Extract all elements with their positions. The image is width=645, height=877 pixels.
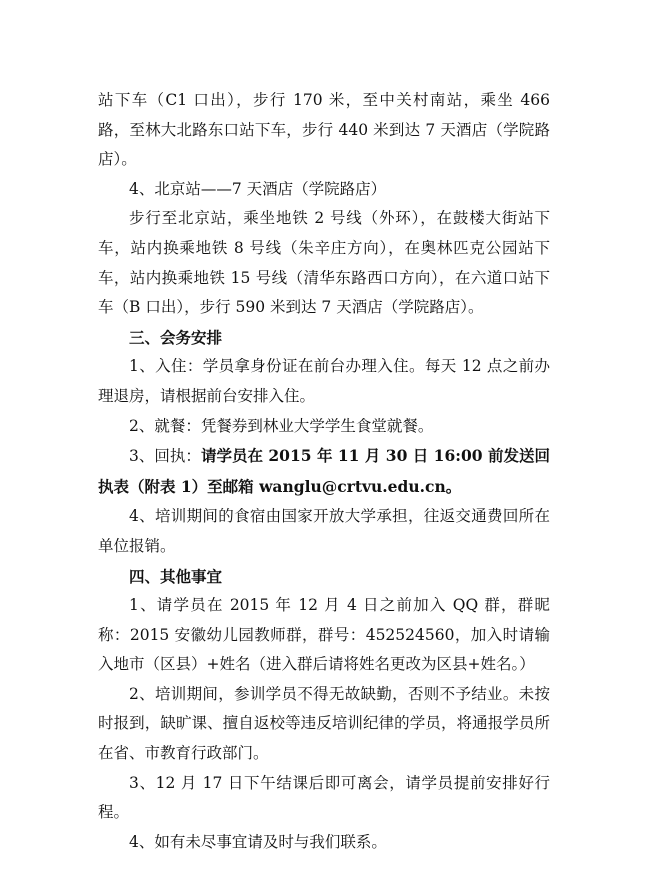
receipt-label: 3、回执： <box>129 447 201 466</box>
departure-paragraph: 3、12 月 17 日下午结课后即可离会，请学员提前安排好行程。 <box>98 773 550 822</box>
checkin-paragraph: 1、入住：学员拿身份证在前台办理入住。每天 12 点之前办理退房，请根据前台安排入住。 <box>98 357 550 405</box>
costs-paragraph: 4、培训期间的食宿由国家开放大学承担，往返交通费回所在单位报销。 <box>98 507 550 555</box>
route-4-directions: 步行至北京站，乘坐地铁 2 号线（外环），在鼓楼大街站下车，站内换乘地铁 8 号线（朱辛庄方向），在奥林匹克公园站下车，站内换乘地铁 15 号线（清华东路西口方向），在六道口站下车（B 口出），步行 590 米到达 7 天酒店（学院路店）。 <box>98 209 550 317</box>
qq-group-paragraph: 1、请学员在 2015 年 12 月 4 日之前加入 QQ 群，群昵称：2015 安徽幼儿园教师群，群号：452524560，加入时请输入地市（区县）+姓名（进入群后请将姓名更改为区县+姓名。） <box>98 596 550 674</box>
section-3-heading: 三、会务安排 <box>129 327 223 347</box>
meals-paragraph: 2、就餐：凭餐券到林业大学学生食堂就餐。 <box>129 416 434 435</box>
receipt-instruction: 请学员在 2015 年 11 月 30 日 16:00 前发送回执表（附表 1）至邮箱 wanglu@crtvu.edu.cn。 <box>98 446 550 496</box>
section-4-heading: 四、其他事宜 <box>129 566 223 586</box>
route-3-continuation: 站下车（C1 口出），步行 170 米，至中关村南站，乘坐 466 路，至林大北路东口站下车，步行 440 米到达 7 天酒店（学院路店）。 <box>98 91 550 169</box>
attendance-paragraph: 2、培训期间，参训学员不得无故缺勤，否则不予结业。未按时报到，缺旷课、擅自返校等违反培训纪律的学员，将通报学员所在省、市教育行政部门。 <box>98 684 550 763</box>
receipt-paragraph <box>98 441 550 502</box>
route-4-heading: 4、北京站——7 天酒店（学院路店） <box>129 179 387 198</box>
document-body <box>98 86 550 857</box>
contact-paragraph: 4、如有未尽事宜请及时与我们联系。 <box>129 832 387 851</box>
